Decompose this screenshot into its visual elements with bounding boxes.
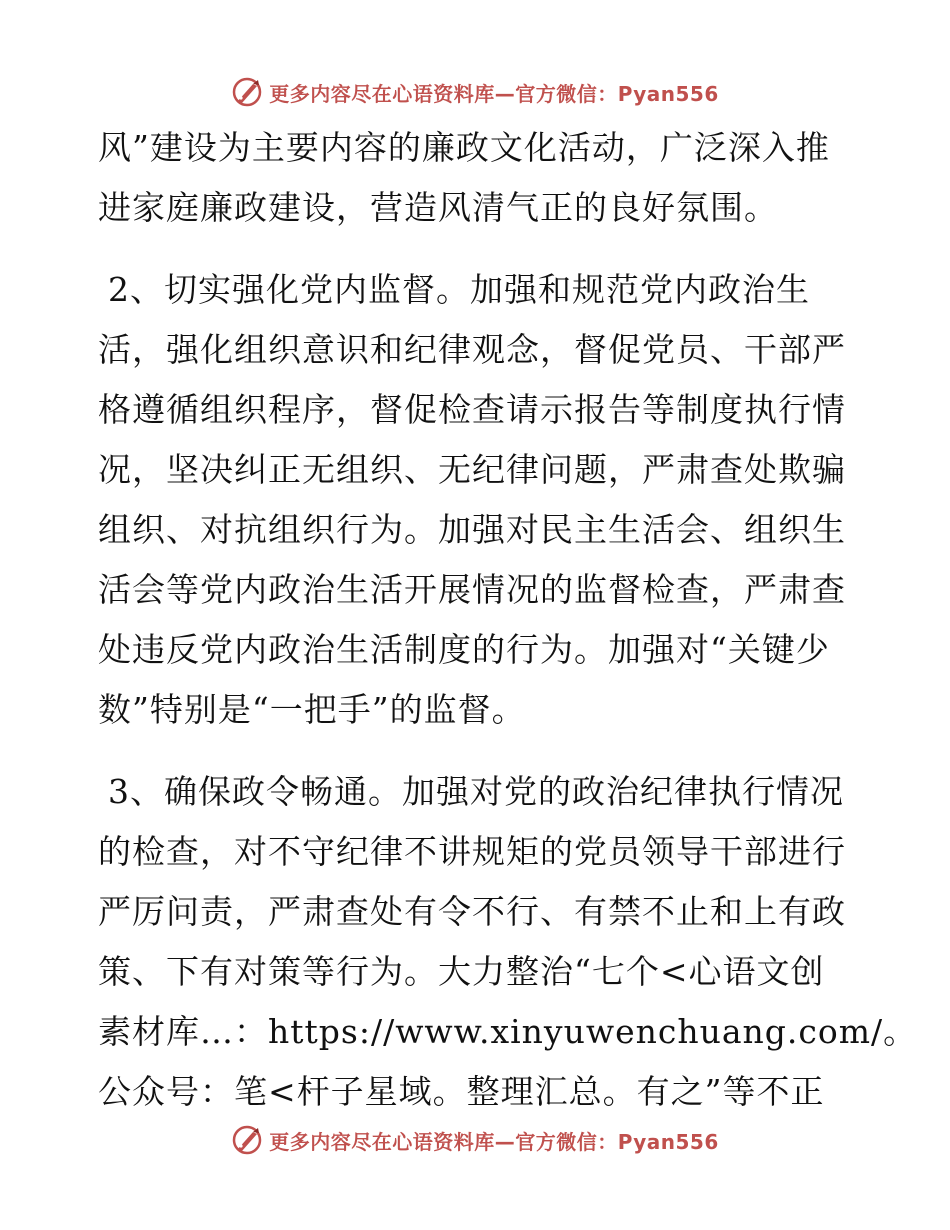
text-line: 况，坚决纠正无组织、无纪律问题，严肃查处欺骗: [98, 450, 846, 489]
text-line: 活，强化组织意识和纪律观念，督促党员、干部严: [98, 330, 846, 369]
paragraph-2: [98, 260, 858, 740]
text-line: 公众号：笔<杆子星域。整理汇总。有之”等不正: [98, 1072, 825, 1111]
text-line: 组织、对抗组织行为。加强对民主生活会、组织生: [98, 510, 846, 549]
text-line: 进家庭廉政建设，营造风清气正的良好氛围。: [98, 188, 778, 227]
document-body: [98, 118, 918, 1122]
text-line: 活会等党内政治生活开展情况的监督检查，严肃查: [98, 570, 846, 609]
text-line: 风”建设为主要内容的廉政文化活动，广泛深入推: [98, 128, 830, 167]
text-line: 处违反党内政治生活制度的行为。加强对“关键少: [98, 630, 830, 669]
text-line: 3、确保政令畅通。加强对党的政治纪律执行情况: [108, 772, 844, 811]
paragraph-3: [98, 762, 918, 1122]
header-banner-text: 更多内容尽在心语资料库—官方微信：Pyan556: [269, 81, 719, 106]
quill-pen-logo-icon: [231, 1124, 263, 1156]
footer-banner: [0, 1120, 950, 1160]
text-line: 数”特别是“一把手”的监督。: [98, 690, 526, 729]
text-line: 严厉问责，严肃查处有令不行、有禁不止和上有政: [98, 892, 846, 931]
text-line: 策、下有对策等行为。大力整治“七个<心语文创: [98, 952, 825, 991]
text-line: 2、切实强化党内监督。加强和规范党内政治生: [108, 270, 810, 309]
header-banner: [0, 72, 950, 112]
footer-banner-text: 更多内容尽在心语资料库—官方微信：Pyan556: [269, 1129, 719, 1154]
quill-pen-logo-icon: [231, 76, 263, 108]
text-line: 格遵循组织程序，督促检查请示报告等制度执行情: [98, 390, 846, 429]
text-line: 素材库…：https://www.xinyuwenchuang.com/。: [98, 1012, 918, 1051]
text-line: 的检查，对不守纪律不讲规矩的党员领导干部进行: [98, 832, 846, 871]
paragraph-1: [98, 118, 858, 238]
